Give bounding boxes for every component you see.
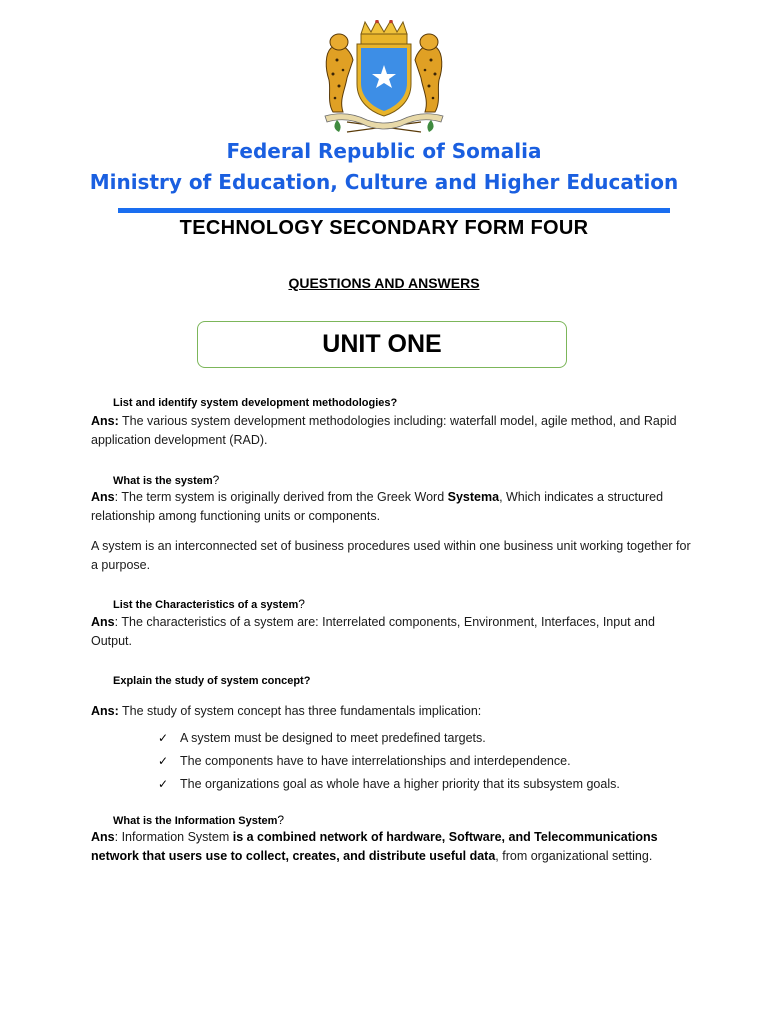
list-item: ✓ The components have to have interrelationships and interdependence. bbox=[158, 750, 620, 773]
ans-label: Ans bbox=[91, 414, 115, 428]
question-5-mark: ? bbox=[277, 813, 285, 827]
question-2 bbox=[113, 473, 219, 487]
implication-list bbox=[158, 727, 620, 796]
answer-4-text: The study of system concept has three fundamentals implication: bbox=[122, 704, 482, 718]
answer-1-text: The various system development methodologies including: waterfall model, agile method, and Rapid application development (RAD). bbox=[91, 414, 677, 447]
answer-2-extra: A system is an interconnected set of business procedures used within one business unit working together for a purpose. bbox=[91, 539, 691, 572]
checkmark-icon: ✓ bbox=[158, 777, 169, 791]
answer-3-text: The characteristics of a system are: Interrelated components, Environment, Interfaces, Input and Output. bbox=[91, 615, 655, 648]
answer-3: Ans: The characteristics of a system are: Interrelated components, Environment, Interfaces, Input and Output. bbox=[91, 615, 655, 648]
answer-2-pre: The term system is originally derived from the Greek Word bbox=[121, 490, 448, 504]
question-5-text: What is the Information System bbox=[113, 815, 278, 827]
question-3-mark: ? bbox=[298, 597, 305, 611]
answer-4: Ans: The study of system concept has three fundamentals implication: bbox=[91, 704, 482, 718]
list-item: ✓ A system must be designed to meet predefined targets. bbox=[158, 727, 620, 750]
document-title: TECHNOLOGY SECONDARY FORM FOUR bbox=[179, 217, 589, 239]
answer-5-bold: is a combined network of hardware, Software, and Telecommunications network that users use to collect, creates, and distribute useful data bbox=[91, 830, 658, 863]
right-leopard-icon bbox=[415, 34, 442, 112]
question-2-mark: ? bbox=[212, 473, 220, 487]
ministry-heading: Ministry of Education, Culture and Higher Education bbox=[89, 170, 679, 194]
checkmark-icon: ✓ bbox=[158, 731, 169, 745]
country-heading: Federal Republic of Somalia bbox=[226, 139, 542, 163]
answer-2-post: , Which indicates a structured relationship among functioning units or components. bbox=[91, 490, 664, 523]
unit-heading-box bbox=[197, 321, 567, 368]
question-3 bbox=[113, 597, 305, 611]
question-4: Explain the study of system concept? bbox=[113, 675, 311, 687]
answer-5-post: , from organizational setting. bbox=[495, 849, 653, 863]
answer-2-bold: Systema bbox=[447, 490, 500, 504]
document-subtitle: QUESTIONS AND ANSWERS bbox=[288, 275, 480, 291]
answer-1: Ans: The various system development methodologies including: waterfall model, agile method, and Rapid application development (RAD). bbox=[91, 414, 677, 447]
header-divider bbox=[118, 208, 670, 213]
answer-2: Ans: The term system is originally derived from the Greek Word Systema, Which indicates a structured relationship among functioning units or components. bbox=[91, 490, 664, 523]
ans-label: Ans bbox=[91, 615, 115, 629]
question-3-text: List the Characteristics of a system bbox=[113, 599, 299, 611]
unit-heading: UNIT ONE bbox=[322, 330, 442, 358]
ans-label: Ans bbox=[91, 830, 115, 844]
list-item: ✓ The organizations goal as whole have a higher priority that its subsystem goals. bbox=[158, 773, 620, 796]
shield-icon bbox=[357, 44, 411, 116]
ans-label: Ans bbox=[91, 490, 115, 504]
ans-label: Ans bbox=[91, 704, 115, 718]
left-leopard-icon bbox=[326, 34, 353, 112]
answer-5-pre: Information System bbox=[121, 830, 233, 844]
crown-icon bbox=[361, 20, 407, 44]
coat-of-arms-emblem bbox=[317, 20, 451, 138]
answer-5: Ans: Information System is a combined network of hardware, Software, and Telecommunications network that users use to collect, creates, and distribute useful data, from organizational setting. bbox=[91, 830, 658, 863]
question-2-text: What is the system bbox=[113, 475, 213, 487]
question-1: List and identify system development methodologies? bbox=[113, 397, 398, 409]
question-5 bbox=[113, 813, 284, 827]
checkmark-icon: ✓ bbox=[158, 754, 169, 768]
